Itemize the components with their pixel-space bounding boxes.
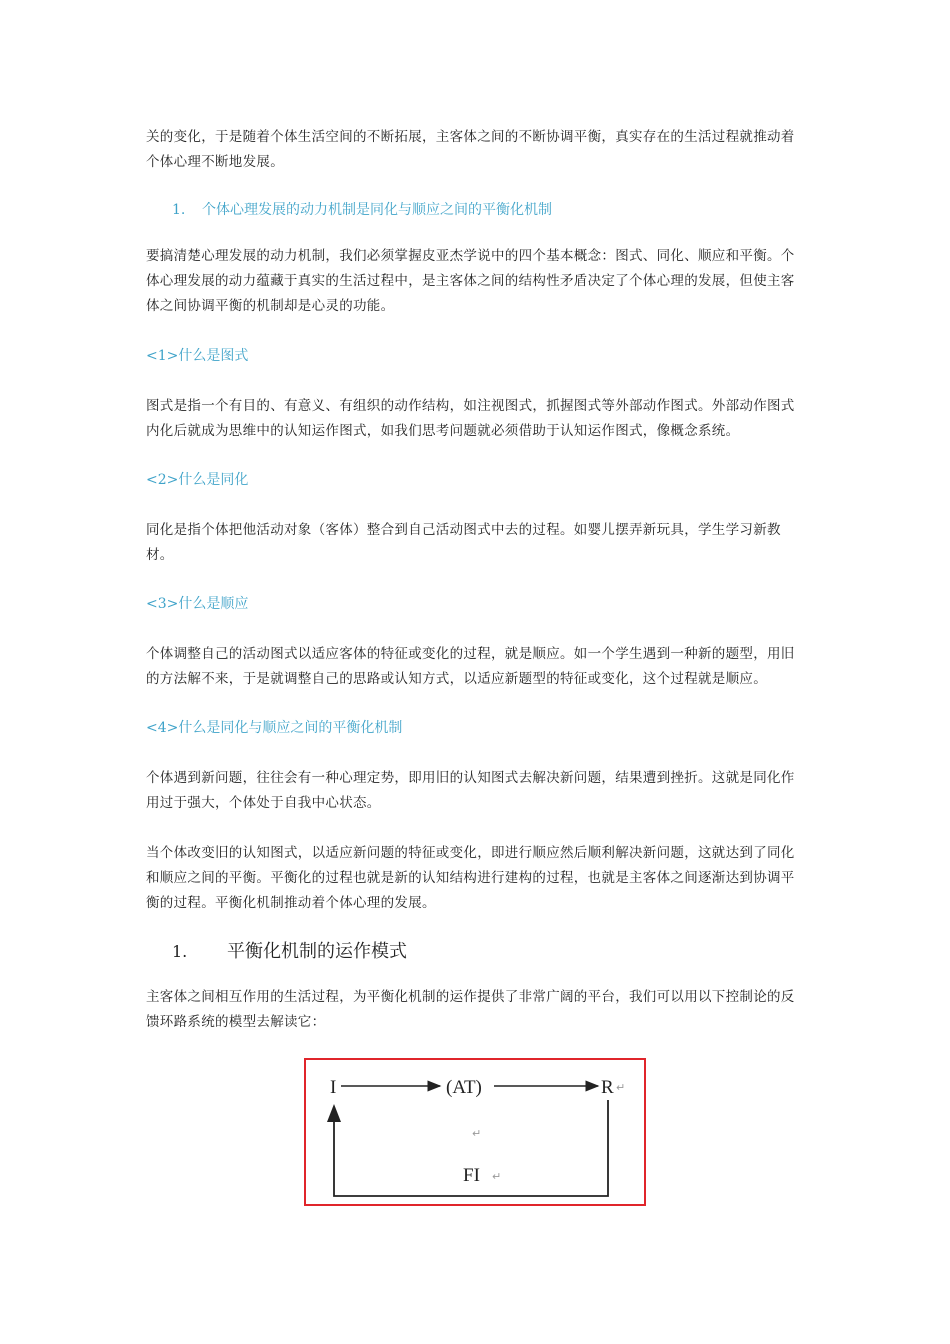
section-heading-2-text: 平衡化机制的运作模式 [227, 941, 407, 962]
return-mark-icon: ↵ [492, 1170, 502, 1183]
return-mark-icon: ↵ [616, 1081, 626, 1094]
paragraph-equilibration-1: 个体遇到新问题，往往会有一种心理定势，即用旧的认知图式去解决新问题，结果遭到挫折。这就是同化作用过于强大，个体处于自我中心状态。 [146, 770, 795, 811]
node-at: (AT) [446, 1077, 482, 1098]
node-i: I [330, 1077, 337, 1098]
paragraph-model-intro: 主客体之间相互作用的生活过程，为平衡化机制的运作提供了非常广阔的平台，我们可以用以下控制论的反馈环路系统的模型去解读它： [146, 989, 795, 1030]
paragraph-schema: 图式是指一个有目的、有意义、有组织的动作结构，如注视图式，抓握图式等外部动作图式。外部动作图式内化后就成为思维中的认知运作图式，如我们思考问题就必须借助于认知运作图式，像概念系统。 [146, 398, 795, 439]
subheading-schema: <1>什么是图式 [146, 348, 249, 364]
return-mark-icon: ↵ [472, 1127, 482, 1140]
feedback-loop-diagram [304, 1058, 646, 1206]
paragraph-equilibration-2: 当个体改变旧的认知图式，以适应新问题的特征或变化，即进行顺应然后顺利解决新问题，这就达到了同化和顺应之间的平衡。平衡化的过程也就是新的认知结构进行建构的过程，也就是主客体之间逐渐达到协调平衡的过程。平衡化机制推动着个体心理的发展。 [146, 845, 795, 911]
subheading-accommodation: <3>什么是顺应 [146, 596, 249, 612]
section-heading-2 [172, 939, 407, 965]
paragraph-continued: 关的变化，于是随着个体生活空间的不断拓展，主客体之间的不断协调平衡，真实存在的生活过程就推动着个体心理不断地发展。 [146, 129, 795, 170]
node-r: R [601, 1077, 614, 1098]
paragraph-intro: 要搞清楚心理发展的动力机制，我们必须掌握皮亚杰学说中的四个基本概念：图式、同化、顺应和平衡。个体心理发展的动力蕴藏于真实的生活过程中，是主客体之间的结构性矛盾决定了个体心理的发展，但使主客体之间协调平衡的机制却是心灵的功能。 [146, 248, 795, 314]
arrow-up-icon [327, 1104, 341, 1122]
subheading-assimilation: <2>什么是同化 [146, 472, 249, 488]
paragraph-accommodation: 个体调整自己的活动图式以适应客体的特征或变化的过程，就是顺应。如一个学生遇到一种新的题型，用旧的方法解不来，于是就调整自己的思路或认知方式，以适应新题型的特征或变化，这个过程就是顺应。 [146, 646, 795, 687]
subheading-equilibration: <4>什么是同化与顺应之间的平衡化机制 [146, 720, 403, 736]
section-heading-1 [172, 199, 552, 221]
section-heading-number: 1. [172, 202, 186, 218]
feedback-loop-svg [306, 1060, 644, 1204]
node-fi: FI [463, 1165, 480, 1186]
section-heading-text: 个体心理发展的动力机制是同化与顺应之间的平衡化机制 [202, 202, 552, 218]
paragraph-assimilation: 同化是指个体把他活动对象（客体）整合到自己活动图式中去的过程。如婴儿摆弄新玩具，学生学习新教材。 [146, 522, 781, 563]
section-heading-2-number: 1. [172, 942, 188, 961]
